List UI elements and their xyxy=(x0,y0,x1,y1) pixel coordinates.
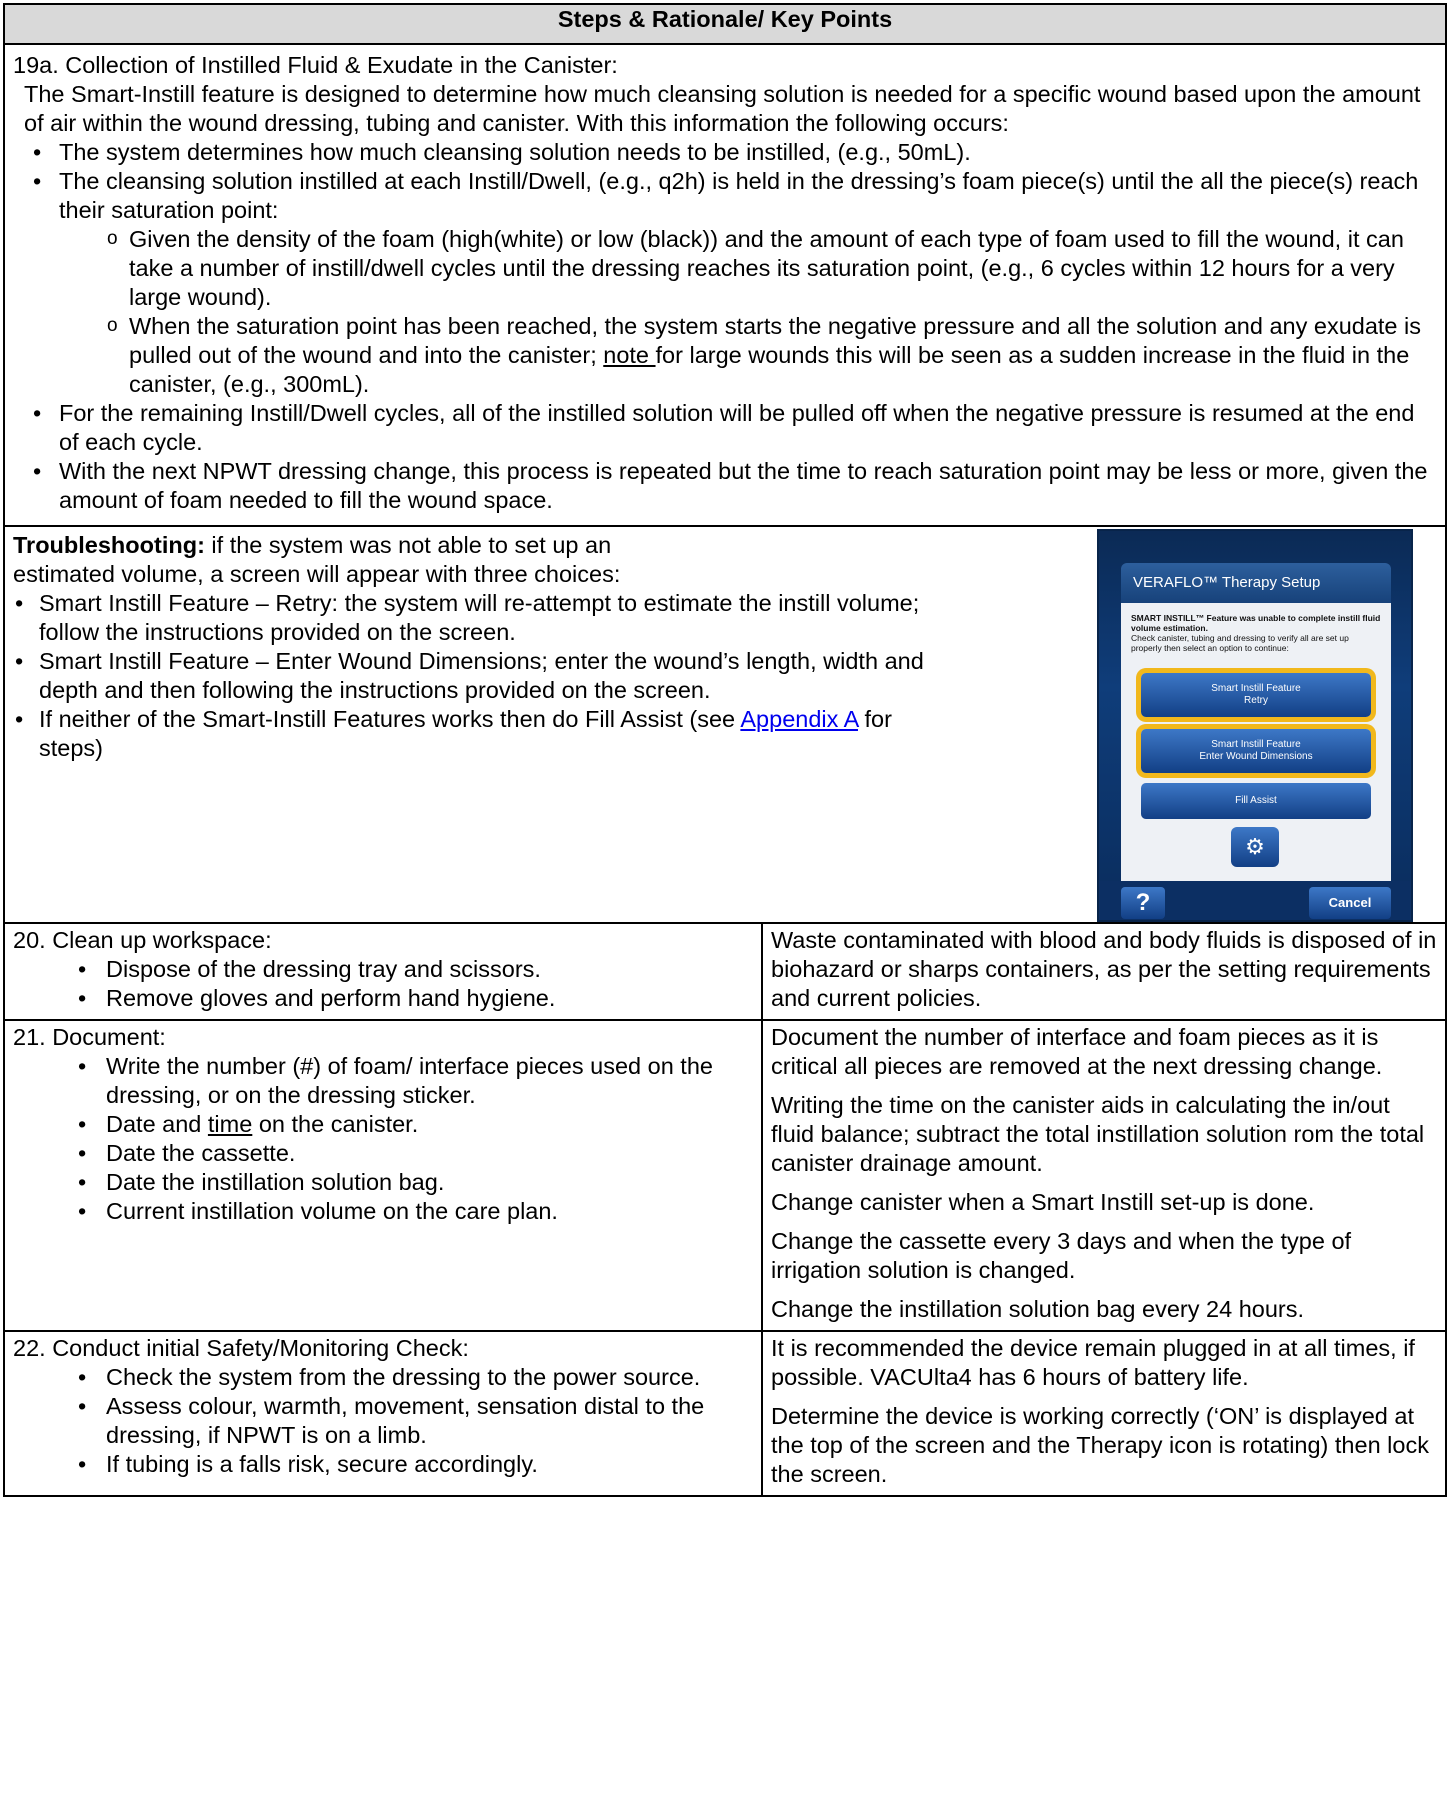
smart-instill-dimensions-button[interactable] xyxy=(1141,729,1371,773)
device-screenshot xyxy=(1097,529,1413,922)
button-label: Retry xyxy=(1244,695,1268,706)
device-panel xyxy=(1121,603,1391,903)
list-text: Date and xyxy=(106,1111,208,1137)
step-22-rationale xyxy=(762,1331,1446,1496)
step-21-rationale xyxy=(762,1020,1446,1331)
sub-list-item: o Given the density of the foam (high(white) or low (black)) and the amount of each type of foam used to fill the wound, it can take a number of instill/dwell cycles until the dressing reaches its saturation point, (e.g., 6 cycles within 12 hours for a very large wound). xyxy=(59,225,1437,312)
list-item xyxy=(13,705,953,763)
list-item xyxy=(13,1110,753,1139)
troubleshooting-cell xyxy=(4,526,1082,923)
list-item: • For the remaining Instill/Dwell cycles, all of the instilled solution will be pulled off when the negative pressure is resumed at the end of each cycle. xyxy=(13,399,1437,457)
button-label: Smart Instill Feature xyxy=(1211,683,1301,694)
list-item: • If tubing is a falls risk, secure accordingly. xyxy=(13,1450,753,1479)
list-item-text: The cleansing solution instilled at each Instill/Dwell, (e.g., q2h) is held in the dressing’s foam piece(s) until the all the piece(s) reach their saturation point: xyxy=(59,168,1419,223)
device-message-bold: SMART INSTILL™ Feature was unable to complete instill fluid volume estimation. xyxy=(1131,613,1381,633)
step-19a-intro: The Smart-Instill feature is designed to determine how much cleansing solution is needed for a specific wound based upon the amount of air within the wound dressing, tubing and canister. With this information the following occurs: xyxy=(24,81,1421,136)
step-20-rationale: Waste contaminated with blood and body fluids is disposed of in biohazard or sharps containers, as per the setting requirements and current policies. xyxy=(762,923,1446,1020)
step-22-cell xyxy=(4,1331,762,1496)
procedure-table xyxy=(3,3,1447,1497)
step-22-title: 22. Conduct initial Safety/Monitoring Check: xyxy=(13,1335,469,1361)
list-item: • Remove gloves and perform hand hygiene. xyxy=(13,984,753,1013)
troubleshooting-list xyxy=(13,589,953,763)
gear-icon[interactable]: ⚙ xyxy=(1231,827,1279,867)
step-19a-list xyxy=(13,138,1437,515)
list-item: • Smart Instill Feature – Enter Wound Dimensions; enter the wound’s length, width and depth and then following the instructions provided on the screen. xyxy=(13,647,953,705)
list-item: • Check the system from the dressing to the power source. xyxy=(13,1363,753,1392)
rationale-paragraph: It is recommended the device remain plugged in at all times, if possible. VACUlta4 has 6 hours of battery life. xyxy=(771,1335,1415,1390)
list-text: for steps) xyxy=(39,706,892,761)
list-text: on the canister. xyxy=(252,1111,419,1137)
sub-list-item xyxy=(59,312,1437,399)
list-item: • Dispose of the dressing tray and scissors. xyxy=(13,955,753,984)
step-22-list xyxy=(13,1363,753,1479)
list-item: • Current instillation volume on the care plan. xyxy=(13,1197,753,1226)
troubleshooting-label: Troubleshooting: xyxy=(13,532,205,558)
sub-text: for large wounds this will be seen as a sudden increase in the fluid in the canister, (e.g., 300mL). xyxy=(129,342,1410,397)
list-item xyxy=(13,167,1437,399)
device-title: VERAFLO™ Therapy Setup xyxy=(1121,563,1391,603)
step-20-list xyxy=(13,955,753,1013)
cancel-button[interactable]: Cancel xyxy=(1309,887,1391,919)
list-text-underlined: time xyxy=(207,1111,253,1137)
troubleshooting-intro xyxy=(13,531,623,589)
device-message-text: Check canister, tubing and dressing to verify all are set up properly then select an option to continue: xyxy=(1131,633,1349,653)
appendix-a-link[interactable]: Appendix A xyxy=(740,706,858,732)
list-item: • Date the cassette. xyxy=(13,1139,753,1168)
rationale-paragraph: Writing the time on the canister aids in calculating the in/out fluid balance; subtract the total instillation solution rom the total canister drainage amount. xyxy=(771,1092,1425,1176)
list-item: • Smart Instill Feature – Retry: the system will re-attempt to estimate the instill volume; follow the instructions provided on the screen. xyxy=(13,589,953,647)
list-item: • Write the number (#) of foam/ interface pieces used on the dressing, or on the dressing sticker. xyxy=(13,1052,753,1110)
rationale-paragraph: Change the instillation solution bag every 24 hours. xyxy=(771,1296,1305,1322)
sub-text: When the saturation point has been reached, the system starts the negative pressure and all the solution and any exudate is pulled out of the wound and into the canister; xyxy=(129,313,1421,368)
step-21-list xyxy=(13,1052,753,1226)
step-19a-cell xyxy=(4,44,1446,526)
button-label: Enter Wound Dimensions xyxy=(1199,751,1313,762)
table-header: Steps & Rationale/ Key Points xyxy=(4,4,1446,44)
rationale-paragraph: Change canister when a Smart Instill set-up is done. xyxy=(771,1189,1315,1215)
list-text: If neither of the Smart-Instill Features works then do Fill Assist (see xyxy=(39,706,741,732)
list-item: • Assess colour, warmth, movement, sensation distal to the dressing, if NPWT is on a limb. xyxy=(13,1392,753,1450)
fill-assist-button[interactable] xyxy=(1141,783,1371,819)
step-20-cell xyxy=(4,923,762,1020)
help-button[interactable]: ? xyxy=(1121,887,1165,919)
step-21-title: 21. Document: xyxy=(13,1024,166,1050)
smart-instill-retry-button[interactable] xyxy=(1141,673,1371,717)
device-screenshot-cell xyxy=(1082,526,1446,923)
list-item: • Date the instillation solution bag. xyxy=(13,1168,753,1197)
button-label: Smart Instill Feature xyxy=(1211,739,1301,750)
note-text: note xyxy=(603,342,656,368)
button-label: Fill Assist xyxy=(1235,795,1277,806)
step-21-cell xyxy=(4,1020,762,1331)
rationale-paragraph: Document the number of interface and foam pieces as it is critical all pieces are removed at the next dressing change. xyxy=(771,1024,1383,1079)
device-message xyxy=(1131,613,1381,653)
troubleshooting-intro-text: if the system was not able to set up an estimated volume, a screen will appear with three choices: xyxy=(13,532,621,587)
rationale-paragraph: Determine the device is working correctly (‘ON’ is displayed at the top of the screen and the Therapy icon is rotating) then lock the screen. xyxy=(771,1403,1429,1487)
step-19a-title: 19a. Collection of Instilled Fluid & Exudate in the Canister: xyxy=(13,52,618,78)
list-item: • With the next NPWT dressing change, this process is repeated but the time to reach saturation point may be less or more, given the amount of foam needed to fill the wound space. xyxy=(13,457,1437,515)
step-20-title: 20. Clean up workspace: xyxy=(13,927,272,953)
sub-list xyxy=(59,225,1437,399)
list-item: • The system determines how much cleansing solution needs to be instilled, (e.g., 50mL). xyxy=(13,138,1437,167)
rationale-paragraph: Change the cassette every 3 days and when the type of irrigation solution is changed. xyxy=(771,1228,1352,1283)
